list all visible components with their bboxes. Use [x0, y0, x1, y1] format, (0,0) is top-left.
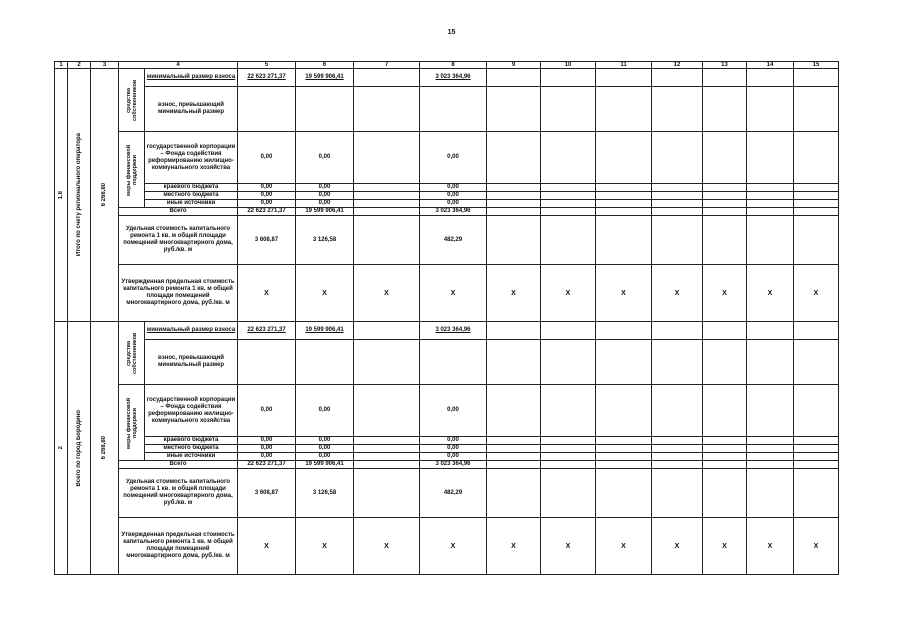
empty-cell: [747, 437, 794, 445]
empty-cell: [652, 322, 703, 340]
limit-mark: X: [794, 265, 839, 322]
empty-cell: [652, 184, 703, 192]
empty-cell: [747, 208, 794, 216]
limit-mark: X: [487, 518, 541, 575]
empty-cell: [596, 216, 652, 265]
limit-mark: X: [794, 518, 839, 575]
limit-mark: X: [596, 265, 652, 322]
empty-cell: [596, 192, 652, 200]
value-cell: 0,00: [420, 453, 487, 461]
value-cell: 22 623 271,37: [238, 69, 296, 87]
table-row: [55, 87, 839, 132]
table-row: [55, 200, 839, 208]
empty-cell: [703, 322, 747, 340]
empty-cell: [794, 453, 839, 461]
limit-mark: X: [487, 265, 541, 322]
empty-cell: [703, 453, 747, 461]
empty-cell: [541, 453, 596, 461]
empty-cell: [487, 453, 541, 461]
value-cell: 0,00: [420, 184, 487, 192]
owners-funds-label: [119, 322, 145, 385]
row-label: Всего: [119, 208, 238, 216]
limit-mark: X: [296, 265, 354, 322]
empty-cell: [703, 469, 747, 518]
row-label: иные источники: [145, 453, 238, 461]
financial-support-label: [119, 132, 145, 208]
block-code: [55, 69, 68, 322]
row-label: Всего: [119, 461, 238, 469]
table-row: [55, 518, 839, 575]
table-row: [55, 445, 839, 453]
table-row: [55, 265, 839, 322]
empty-cell: [541, 445, 596, 453]
empty-cell: [541, 87, 596, 132]
block-code-text: 2: [57, 446, 64, 450]
empty-cell: [596, 453, 652, 461]
value-cell: 0,00: [420, 132, 487, 184]
empty-cell: [703, 385, 747, 437]
value-cell: [420, 340, 487, 385]
owners-funds-label-text: средства собственников: [125, 332, 138, 374]
row-label: минимальный размер взноса: [145, 322, 238, 340]
value-cell: 0,00: [296, 453, 354, 461]
table-row: [55, 340, 839, 385]
block-name-text: Всего по город Бородино: [75, 409, 82, 487]
column-header-11: 11: [596, 62, 652, 69]
empty-cell: [487, 132, 541, 184]
financial-support-label-text: меры финансовой поддержки: [125, 143, 138, 196]
empty-cell: [541, 208, 596, 216]
empty-cell: [747, 184, 794, 192]
empty-cell: [703, 192, 747, 200]
empty-cell: [487, 322, 541, 340]
empty-cell: [794, 184, 839, 192]
row-label: Утвержденная предельная стоимость капитального ремонта 1 кв. м общей площади помещений многоквартирного дома, руб./кв. м: [119, 518, 238, 575]
empty-cell: [541, 437, 596, 445]
empty-cell: [596, 208, 652, 216]
empty-cell: [747, 385, 794, 437]
value-cell: [354, 461, 420, 469]
column-header-5: 5: [238, 62, 296, 69]
empty-cell: [652, 469, 703, 518]
value-cell: 0,00: [238, 200, 296, 208]
empty-cell: [487, 437, 541, 445]
empty-cell: [703, 445, 747, 453]
table-row: [55, 208, 839, 216]
column-header-10: 10: [541, 62, 596, 69]
empty-cell: [794, 132, 839, 184]
value-cell: [296, 340, 354, 385]
empty-cell: [596, 437, 652, 445]
value-cell: [354, 69, 420, 87]
empty-cell: [794, 200, 839, 208]
row-label: иные источники: [145, 200, 238, 208]
value-cell: 0,00: [420, 200, 487, 208]
table-row: [55, 69, 839, 87]
empty-cell: [703, 437, 747, 445]
empty-cell: [794, 340, 839, 385]
table-row: [55, 385, 839, 437]
empty-cell: [596, 69, 652, 87]
empty-cell: [794, 461, 839, 469]
value-cell: 0,00: [296, 437, 354, 445]
value-cell: [354, 453, 420, 461]
empty-cell: [703, 216, 747, 265]
column-header-1: 1: [55, 62, 68, 69]
row-label: Удельная стоимость капитального ремонта 1 кв. м общей площади помещений многоквартирного дома, руб./кв. м: [119, 469, 238, 518]
value-cell: 0,00: [238, 437, 296, 445]
empty-cell: [541, 184, 596, 192]
empty-cell: [703, 340, 747, 385]
value-cell: [354, 132, 420, 184]
table-row: [55, 132, 839, 184]
block-area-text: 6 268,80: [101, 183, 107, 207]
empty-cell: [703, 69, 747, 87]
empty-cell: [794, 192, 839, 200]
value-cell: 22 623 271,37: [238, 208, 296, 216]
empty-cell: [596, 132, 652, 184]
empty-cell: [541, 69, 596, 87]
block-code: [55, 322, 68, 575]
column-header-2: 2: [68, 62, 91, 69]
empty-cell: [596, 469, 652, 518]
value-cell: 0,00: [238, 184, 296, 192]
limit-mark: X: [296, 518, 354, 575]
empty-cell: [596, 445, 652, 453]
empty-cell: [747, 322, 794, 340]
limit-mark: X: [420, 265, 487, 322]
row-label: взнос, превышающий минимальный размер: [145, 87, 238, 132]
empty-cell: [487, 200, 541, 208]
empty-cell: [487, 340, 541, 385]
limit-mark: X: [238, 265, 296, 322]
empty-cell: [487, 208, 541, 216]
value-cell: 0,00: [420, 385, 487, 437]
value-cell: 0,00: [296, 385, 354, 437]
value-cell: [354, 469, 420, 518]
empty-cell: [703, 132, 747, 184]
value-cell: 3 608,87: [238, 216, 296, 265]
empty-cell: [652, 453, 703, 461]
value-cell: 3 126,58: [296, 216, 354, 265]
value-cell: 3 023 364,96: [420, 69, 487, 87]
empty-cell: [652, 208, 703, 216]
column-header-6: 6: [296, 62, 354, 69]
value-cell: [296, 87, 354, 132]
column-header-9: 9: [487, 62, 541, 69]
empty-cell: [652, 69, 703, 87]
row-label: местного бюджета: [145, 192, 238, 200]
row-label: краевого бюджета: [145, 437, 238, 445]
value-cell: 19 599 906,41: [296, 461, 354, 469]
empty-cell: [541, 340, 596, 385]
value-cell: [354, 437, 420, 445]
value-cell: [354, 192, 420, 200]
value-cell: [354, 184, 420, 192]
value-cell: 3 023 364,96: [420, 322, 487, 340]
limit-mark: X: [652, 265, 703, 322]
value-cell: [238, 340, 296, 385]
row-label: местного бюджета: [145, 445, 238, 453]
row-label: государственной корпорации – Фонда содействия реформированию жилищно-коммунального хозяйства: [145, 132, 238, 184]
empty-cell: [794, 445, 839, 453]
empty-cell: [747, 216, 794, 265]
empty-cell: [596, 461, 652, 469]
value-cell: 3 023 364,96: [420, 461, 487, 469]
empty-cell: [541, 385, 596, 437]
empty-cell: [703, 200, 747, 208]
empty-cell: [747, 340, 794, 385]
value-cell: 19 599 906,41: [296, 69, 354, 87]
value-cell: 0,00: [238, 192, 296, 200]
table-row: [55, 461, 839, 469]
limit-mark: X: [596, 518, 652, 575]
row-label: краевого бюджета: [145, 184, 238, 192]
value-cell: [354, 445, 420, 453]
empty-cell: [747, 461, 794, 469]
limit-mark: X: [238, 518, 296, 575]
value-cell: [238, 87, 296, 132]
empty-cell: [652, 437, 703, 445]
empty-cell: [541, 216, 596, 265]
row-label: Утвержденная предельная стоимость капитального ремонта 1 кв. м общей площади помещений многоквартирного дома, руб./кв. м: [119, 265, 238, 322]
value-cell: 19 599 906,41: [296, 322, 354, 340]
table-row: [55, 437, 839, 445]
value-cell: 0,00: [296, 132, 354, 184]
empty-cell: [652, 385, 703, 437]
empty-cell: [541, 192, 596, 200]
value-cell: 0,00: [296, 184, 354, 192]
column-header-7: 7: [354, 62, 420, 69]
value-cell: [354, 322, 420, 340]
block-area-text: 6 268,80: [101, 436, 107, 460]
empty-cell: [652, 461, 703, 469]
limit-mark: X: [747, 265, 794, 322]
row-label: государственной корпорации – Фонда содействия реформированию жилищно-коммунального хозяйства: [145, 385, 238, 437]
owners-funds-label: [119, 69, 145, 132]
value-cell: 482,29: [420, 216, 487, 265]
value-cell: 0,00: [420, 445, 487, 453]
empty-cell: [596, 200, 652, 208]
empty-cell: [487, 192, 541, 200]
value-cell: 3 126,58: [296, 469, 354, 518]
value-cell: 22 623 271,37: [238, 461, 296, 469]
value-cell: [354, 87, 420, 132]
value-cell: 0,00: [420, 192, 487, 200]
empty-cell: [703, 208, 747, 216]
column-number-row: [55, 62, 839, 69]
value-cell: 0,00: [420, 437, 487, 445]
column-header-15: 15: [794, 62, 839, 69]
empty-cell: [794, 216, 839, 265]
value-cell: 0,00: [238, 132, 296, 184]
empty-cell: [541, 322, 596, 340]
value-cell: 3 608,87: [238, 469, 296, 518]
value-cell: [420, 87, 487, 132]
empty-cell: [541, 132, 596, 184]
empty-cell: [652, 200, 703, 208]
row-label: Удельная стоимость капитального ремонта 1 кв. м общей площади помещений многоквартирного дома, руб./кв. м: [119, 216, 238, 265]
page-number: 15: [447, 29, 456, 36]
limit-mark: X: [420, 518, 487, 575]
financial-support-label: [119, 385, 145, 461]
block-name-text: Итого по счету регионального оператора: [75, 133, 82, 257]
data-table: [54, 61, 839, 575]
empty-cell: [794, 87, 839, 132]
empty-cell: [747, 69, 794, 87]
value-cell: 0,00: [296, 445, 354, 453]
block-area: [91, 322, 119, 575]
value-cell: 3 023 364,96: [420, 208, 487, 216]
empty-cell: [747, 445, 794, 453]
empty-cell: [596, 385, 652, 437]
empty-cell: [652, 445, 703, 453]
empty-cell: [652, 216, 703, 265]
table-row: [55, 216, 839, 265]
value-cell: [354, 216, 420, 265]
empty-cell: [794, 208, 839, 216]
row-label: взнос, превышающий минимальный размер: [145, 340, 238, 385]
empty-cell: [703, 461, 747, 469]
empty-cell: [794, 69, 839, 87]
column-header-3: 3: [91, 62, 119, 69]
value-cell: 0,00: [238, 453, 296, 461]
empty-cell: [487, 445, 541, 453]
owners-funds-label-text: средства собственников: [125, 79, 138, 121]
row-label: минимальный размер взноса: [145, 69, 238, 87]
empty-cell: [703, 184, 747, 192]
block-name: [68, 69, 91, 322]
limit-mark: X: [703, 518, 747, 575]
empty-cell: [487, 87, 541, 132]
empty-cell: [703, 87, 747, 132]
limit-mark: X: [354, 518, 420, 575]
empty-cell: [747, 87, 794, 132]
empty-cell: [487, 461, 541, 469]
empty-cell: [487, 216, 541, 265]
table-row: [55, 322, 839, 340]
empty-cell: [596, 184, 652, 192]
table-row: [55, 192, 839, 200]
empty-cell: [794, 385, 839, 437]
value-cell: 0,00: [238, 445, 296, 453]
table-row: [55, 469, 839, 518]
empty-cell: [747, 192, 794, 200]
empty-cell: [487, 69, 541, 87]
value-cell: [354, 340, 420, 385]
table-row: [55, 184, 839, 192]
column-header-4: 4: [119, 62, 238, 69]
empty-cell: [652, 340, 703, 385]
empty-cell: [747, 453, 794, 461]
empty-cell: [747, 200, 794, 208]
empty-cell: [541, 200, 596, 208]
limit-mark: X: [703, 265, 747, 322]
limit-mark: X: [747, 518, 794, 575]
empty-cell: [794, 322, 839, 340]
value-cell: 482,29: [420, 469, 487, 518]
empty-cell: [747, 469, 794, 518]
block-name: [68, 322, 91, 575]
value-cell: [354, 200, 420, 208]
empty-cell: [487, 184, 541, 192]
empty-cell: [541, 461, 596, 469]
value-cell: 22 623 271,37: [238, 322, 296, 340]
column-header-13: 13: [703, 62, 747, 69]
empty-cell: [794, 469, 839, 518]
empty-cell: [487, 385, 541, 437]
column-header-12: 12: [652, 62, 703, 69]
empty-cell: [596, 322, 652, 340]
empty-cell: [596, 87, 652, 132]
table-row: [55, 453, 839, 461]
value-cell: 0,00: [238, 385, 296, 437]
limit-mark: X: [652, 518, 703, 575]
value-cell: 0,00: [296, 200, 354, 208]
empty-cell: [487, 469, 541, 518]
empty-cell: [652, 132, 703, 184]
empty-cell: [652, 87, 703, 132]
empty-cell: [747, 132, 794, 184]
block-area: [91, 69, 119, 322]
empty-cell: [652, 192, 703, 200]
value-cell: [354, 208, 420, 216]
limit-mark: X: [541, 518, 596, 575]
value-cell: [354, 385, 420, 437]
empty-cell: [541, 469, 596, 518]
limit-mark: X: [541, 265, 596, 322]
capital-repair-table: [54, 61, 839, 575]
value-cell: 0,00: [296, 192, 354, 200]
empty-cell: [794, 437, 839, 445]
column-header-14: 14: [747, 62, 794, 69]
value-cell: 19 599 906,41: [296, 208, 354, 216]
block-code-text: 1.8: [57, 190, 64, 200]
column-header-8: 8: [420, 62, 487, 69]
financial-support-label-text: меры финансовой поддержки: [125, 396, 138, 449]
empty-cell: [596, 340, 652, 385]
limit-mark: X: [354, 265, 420, 322]
